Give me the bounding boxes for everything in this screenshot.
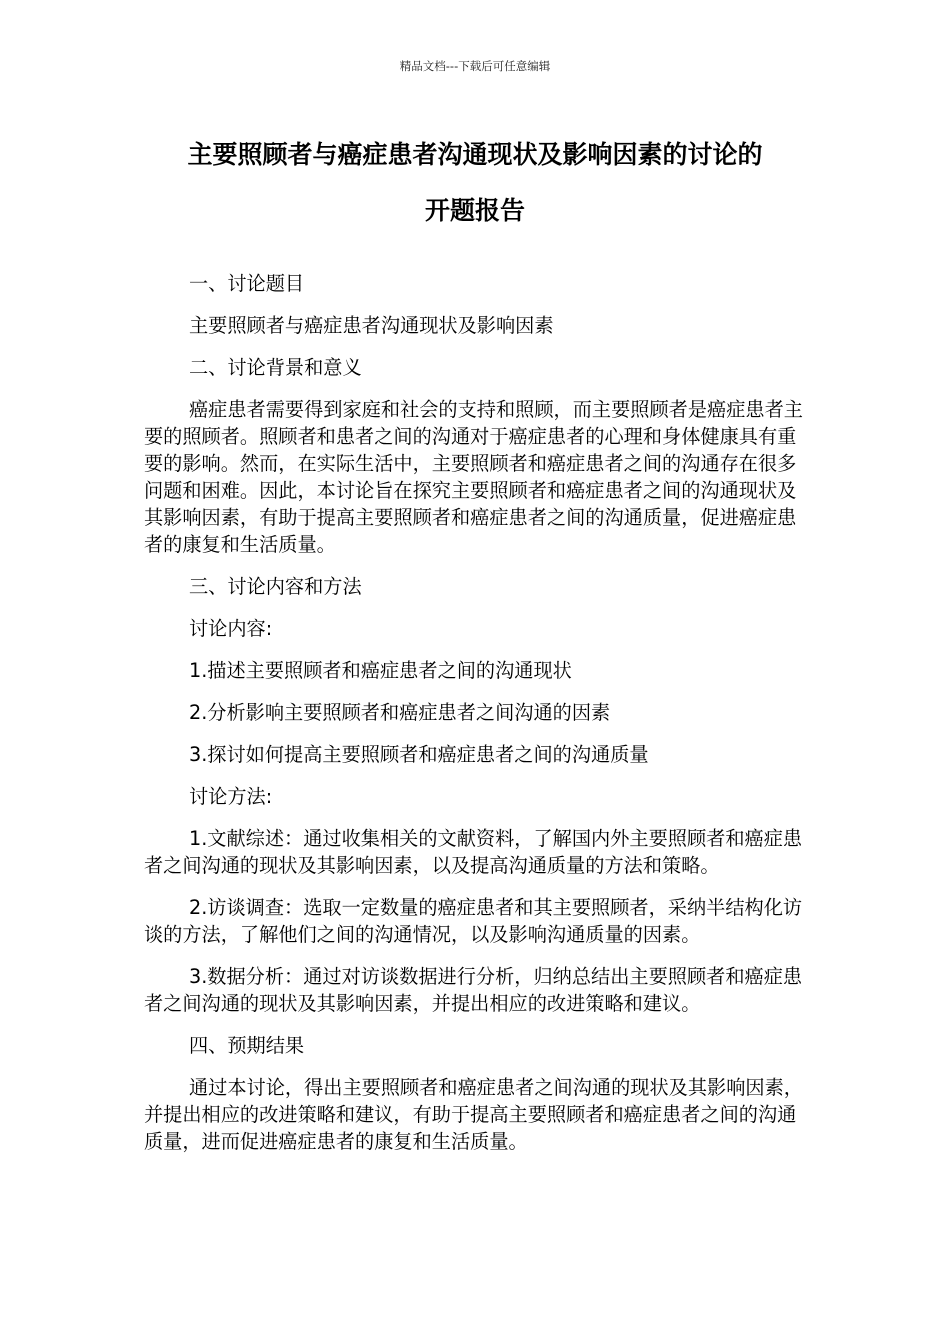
content-item-2: 2.分析影响主要照顾者和癌症患者之间沟通的因素 — [189, 701, 611, 724]
section-3-heading: 三、讨论内容和方法 — [189, 575, 362, 598]
section-4-heading: 四、预期结果 — [189, 1034, 305, 1057]
document-title-line-2: 开题报告 — [424, 196, 525, 225]
page-header: 精品文档---下载后可任意编辑 — [399, 59, 551, 73]
content-item-1: 1.描述主要照顾者和癌症患者之间的沟通现状 — [189, 659, 572, 682]
method-item-3: 3.数据分析：通过对访谈数据进行分析，归纳总结出主要照顾者和癌症患者之间沟通的现状及其影响因素，并提出相应的改进策略和建议。 — [144, 965, 803, 1015]
method-item-2: 2.访谈调查：选取一定数量的癌症患者和其主要照顾者，采纳半结构化访谈的方法，了解他们之间的沟通情况，以及影响沟通质量的因素。 — [144, 896, 803, 946]
section-1-heading: 一、讨论题目 — [189, 272, 305, 295]
document-body — [144, 270, 804, 1155]
section-4-text: 通过本讨论，得出主要照顾者和癌症患者之间沟通的现状及其影响因素，并提出相应的改进策略和建议，有助于提高主要照顾者和癌症患者之间的沟通质量，进而促进癌症患者的康复和生活质量。 — [144, 1076, 803, 1153]
section-2-heading: 二、讨论背景和意义 — [189, 356, 362, 379]
section-2-text: 癌症患者需要得到家庭和社会的支持和照顾，而主要照顾者是癌症患者主要的照顾者。照顾者和患者之间的沟通对于癌症患者的心理和身体健康具有重要的影响。然而，在实际生活中，主要照顾者和癌症患者之间的沟通存在很多问题和困难。因此，本讨论旨在探究主要照顾者和癌症患者之间的沟通现状及其影响因素，有助于提高主要照顾者和癌症患者之间的沟通质量，促进癌症患者的康复和生活质量。 — [144, 398, 803, 556]
method-item-1: 1.文献综述：通过收集相关的文献资料，了解国内外主要照顾者和癌症患者之间沟通的现状及其影响因素，以及提高沟通质量的方法和策略。 — [144, 827, 803, 877]
content-item-3: 3.探讨如何提高主要照顾者和癌症患者之间的沟通质量 — [189, 743, 649, 766]
method-label: 讨论方法: — [189, 785, 273, 808]
content-label: 讨论内容: — [189, 617, 273, 640]
section-1-text: 主要照顾者与癌症患者沟通现状及影响因素 — [189, 314, 554, 337]
document-title-line-1: 主要照顾者与癌症患者沟通现状及影响因素的讨论的 — [187, 140, 763, 169]
